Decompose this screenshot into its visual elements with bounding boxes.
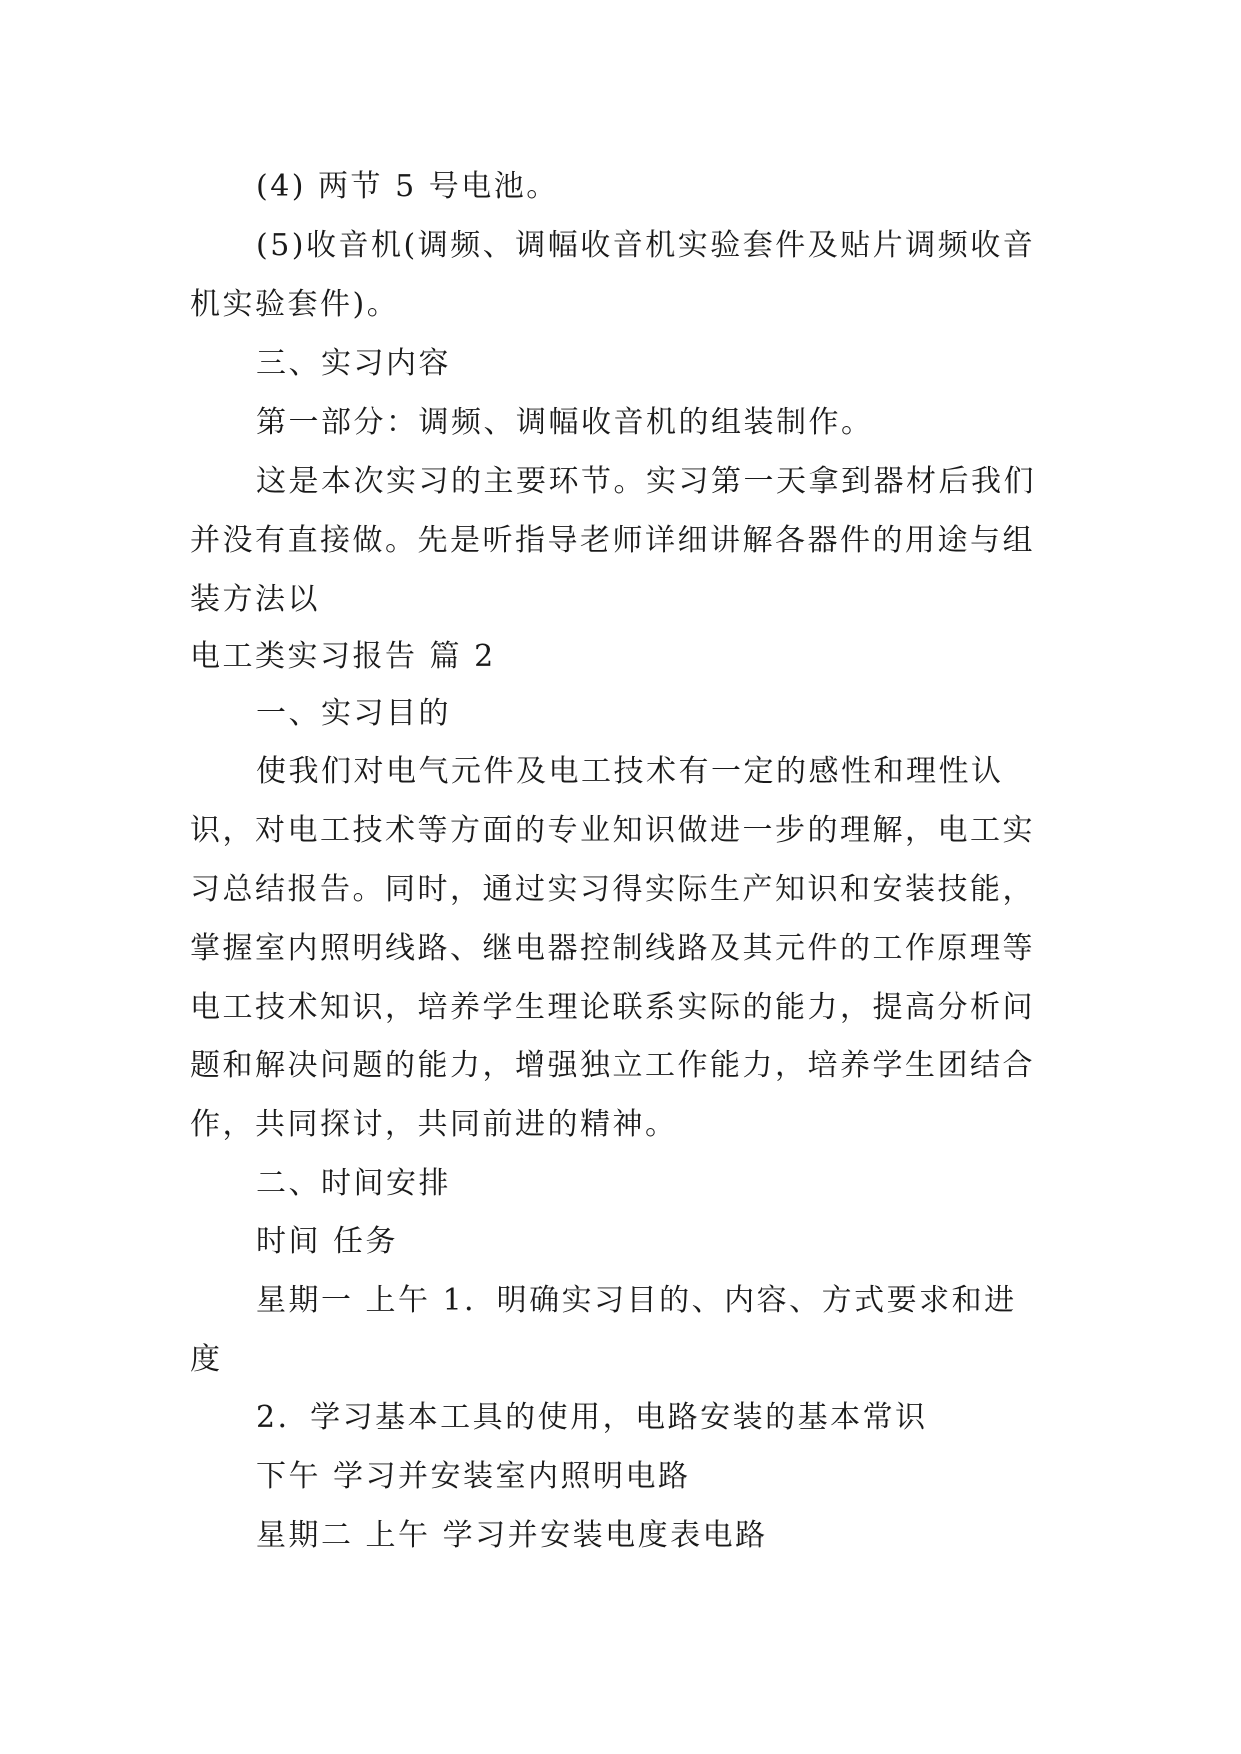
schedule-monday-morning: 星期一 上午 1．明确实习目的、内容、方式要求和进 bbox=[256, 1283, 1017, 1318]
schedule-monday-item-2: 2．学习基本工具的使用，电路安装的基本常识 bbox=[256, 1400, 928, 1435]
text-line-radio-kit: (5)收音机(调频、调幅收音机实验套件及贴片调频收音 bbox=[256, 228, 1036, 263]
text-line-main-step-3: 装方法以 bbox=[190, 582, 320, 617]
section-heading-schedule: 二、时间安排 bbox=[256, 1166, 451, 1201]
text-line-main-step-2: 并没有直接做。先是听指导老师详细讲解各器件的用途与组 bbox=[190, 523, 1035, 558]
text-line-purpose-7: 作，共同探讨，共同前进的精神。 bbox=[190, 1107, 678, 1142]
text-line-purpose-4: 掌握室内照明线路、继电器控制线路及其元件的工作原理等 bbox=[190, 931, 1035, 966]
section-heading-content: 三、实习内容 bbox=[256, 346, 451, 381]
article-title: 电工类实习报告 篇 2 bbox=[190, 639, 496, 674]
text-line-battery: (4) 两节 5 号电池。 bbox=[256, 169, 559, 204]
text-line-purpose-1: 使我们对电气元件及电工技术有一定的感性和理性认 bbox=[256, 754, 1004, 789]
text-line-purpose-2: 识，对电工技术等方面的专业知识做进一步的理解，电工实 bbox=[190, 813, 1035, 848]
text-line-purpose-5: 电工技术知识，培养学生理论联系实际的能力，提高分析问 bbox=[190, 990, 1035, 1025]
text-line-radio-kit-cont: 机实验套件)。 bbox=[190, 287, 400, 322]
section-heading-purpose: 一、实习目的 bbox=[256, 696, 451, 731]
schedule-monday-morning-cont: 度 bbox=[190, 1342, 223, 1377]
text-line-purpose-3: 习总结报告。同时，通过实习得实际生产知识和安装技能， bbox=[190, 872, 1035, 907]
text-line-part-one: 第一部分：调频、调幅收音机的组装制作。 bbox=[256, 405, 874, 440]
text-line-purpose-6: 题和解决问题的能力，增强独立工作能力，培养学生团结合 bbox=[190, 1048, 1035, 1083]
schedule-header: 时间 任务 bbox=[256, 1224, 399, 1259]
schedule-tuesday-morning: 星期二 上午 学习并安装电度表电路 bbox=[256, 1518, 768, 1553]
schedule-monday-afternoon: 下午 学习并安装室内照明电路 bbox=[256, 1459, 691, 1494]
text-line-main-step: 这是本次实习的主要环节。实习第一天拿到器材后我们 bbox=[256, 464, 1036, 499]
